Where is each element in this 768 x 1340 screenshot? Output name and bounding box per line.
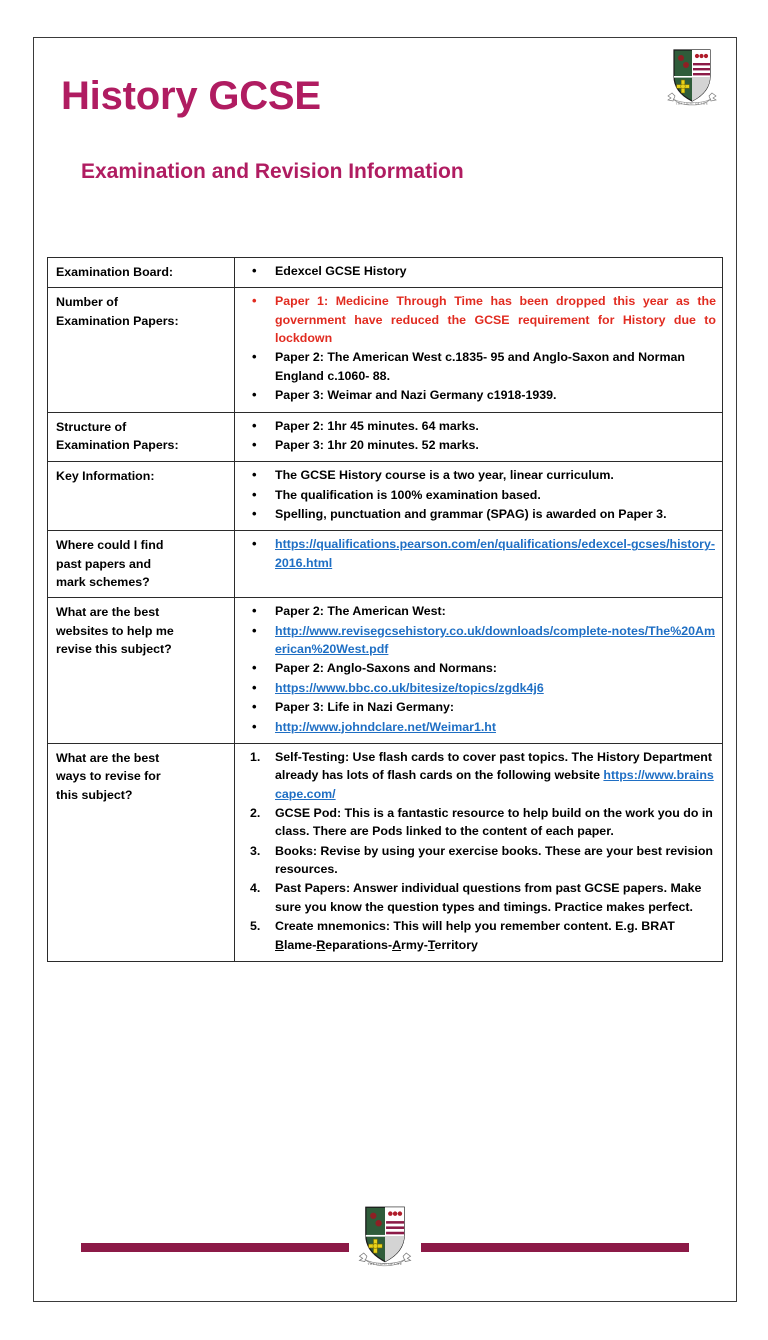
bullet-list (245, 292, 716, 404)
row-label-cell (48, 743, 235, 961)
row-content-cell (235, 412, 723, 462)
list-item-text: Paper 1: Medicine Through Time has been dropped this year as the government have reduced the GCSE requirement for History due to lockdown (275, 294, 716, 346)
table-body (48, 258, 723, 962)
row-label-line: Number of (56, 295, 118, 310)
bullet-list (245, 417, 716, 455)
row-content-cell (235, 531, 723, 598)
row-label-cell (48, 412, 235, 462)
mnemonic-expansion: Blame-Reparations-Army-Territory (275, 937, 478, 952)
list-item-text: Past Papers: Answer individual questions from past GCSE papers. Make sure you know the question types and timings. Practice makes perfect. (275, 881, 702, 914)
list-item (245, 262, 716, 280)
exam-information-table (47, 257, 723, 962)
row-label-line: websites to help me (56, 623, 174, 638)
list-item (245, 879, 716, 916)
list-item (245, 505, 716, 523)
external-link[interactable]: http://www.johndclare.net/Weimar1.ht (275, 719, 496, 734)
external-link[interactable]: https://qualifications.pearson.com/en/qualifications/edexcel-gcses/history-2016.html (275, 537, 715, 570)
list-item-text: The qualification is 100% examination based. (275, 487, 541, 502)
list-item (245, 602, 716, 620)
table-row (48, 462, 723, 531)
list-item-text: Paper 3: Weimar and Nazi Germany c1918-1939. (275, 388, 557, 403)
row-content-cell (235, 598, 723, 744)
list-item-text: Create mnemonics: This will help you remember content. E.g. BRAT (275, 919, 675, 934)
row-label-line: past papers and (56, 556, 152, 571)
row-label-cell (48, 531, 235, 598)
list-item (245, 804, 716, 841)
row-label-line: ways to revise for (56, 769, 161, 784)
list-item (245, 292, 716, 347)
row-label-cell (48, 598, 235, 744)
page-frame (33, 37, 737, 1302)
row-label-cell (48, 258, 235, 288)
list-item (245, 348, 716, 385)
list-item (245, 386, 716, 404)
row-label-line: this subject? (56, 787, 133, 802)
list-item (245, 748, 716, 803)
row-label-line: Examination Board: (56, 265, 174, 279)
table-row (48, 598, 723, 744)
list-item-text: Spelling, punctuation and grammar (SPAG) is awarded on Paper 3. (275, 506, 667, 521)
page-title: History GCSE (61, 74, 321, 118)
table-row (48, 412, 723, 462)
row-label-cell (48, 462, 235, 531)
row-label-line: mark schemes? (56, 575, 150, 590)
document-footer (34, 1181, 736, 1301)
school-crest-icon (666, 46, 718, 113)
list-item-text: Self-Testing: Use flash cards to cover past topics. The History Department already has lots of flash cards on the following website (275, 749, 712, 783)
row-label-line: Structure of (56, 419, 127, 434)
bullet-list (245, 262, 716, 280)
list-item-text: Paper 2: 1hr 45 minutes. 64 marks. (275, 418, 479, 433)
list-item (245, 659, 716, 677)
row-label-line: Examination Papers: (56, 437, 179, 452)
table-row (48, 288, 723, 412)
list-item[interactable] (245, 679, 716, 697)
row-content-cell (235, 288, 723, 412)
list-item-text: Paper 2: Anglo-Saxons and Normans: (275, 661, 497, 676)
table-row (48, 743, 723, 961)
numbered-list (245, 748, 716, 954)
list-item-text: Paper 3: 1hr 20 minutes. 52 marks. (275, 437, 479, 452)
footer-bar-left (81, 1243, 349, 1252)
list-item[interactable] (245, 535, 716, 572)
external-link[interactable]: https://www.brainscape.com/ (275, 768, 714, 801)
list-item-text: Paper 2: The American West c.1835- 95 and Anglo-Saxon and Norman England c.1060- 88. (275, 350, 685, 383)
list-item (245, 842, 716, 879)
bullet-list (245, 535, 716, 572)
row-label-line: What are the best (56, 750, 160, 765)
list-item (245, 436, 716, 454)
page-subtitle: Examination and Revision Information (81, 160, 464, 183)
school-crest-footer-icon (357, 1203, 413, 1274)
row-label-line: What are the best (56, 605, 160, 620)
list-item[interactable] (245, 622, 716, 659)
list-item (245, 698, 716, 716)
external-link[interactable]: https://www.bbc.co.uk/bitesize/topics/zgdk4j6 (275, 680, 544, 695)
list-item (245, 466, 716, 484)
svg-text:THE LIGHT OF LIFE: THE LIGHT OF LIFE (675, 101, 709, 106)
list-item (245, 917, 716, 954)
list-item-text: The GCSE History course is a two year, linear curriculum. (275, 468, 614, 483)
list-item-text: Edexcel GCSE History (275, 264, 407, 278)
row-label-cell (48, 288, 235, 412)
footer-bar-right (421, 1243, 689, 1252)
row-content-cell (235, 258, 723, 288)
list-item-text: Paper 3: Life in Nazi Germany: (275, 700, 455, 715)
bullet-list (245, 602, 716, 736)
bullet-list (245, 466, 716, 523)
document-header (34, 38, 736, 223)
list-item (245, 417, 716, 435)
list-item-text: GCSE Pod: This is a fantastic resource to help build on the work you do in class. There are Pods linked to the content of each paper. (275, 805, 713, 839)
row-label-line: Examination Papers: (56, 313, 179, 328)
table-row (48, 258, 723, 288)
list-item (245, 486, 716, 504)
list-item-text: Paper 2: The American West: (275, 604, 446, 619)
row-content-cell (235, 743, 723, 961)
list-item[interactable] (245, 718, 716, 736)
row-label-line: Key Information: (56, 469, 155, 484)
row-label-line: Where could I find (56, 538, 164, 553)
svg-text:THE LIGHT OF LIFE: THE LIGHT OF LIFE (367, 1262, 403, 1267)
external-link[interactable]: http://www.revisegcsehistory.co.uk/downloads/complete-notes/The%20American%20West.pdf (275, 623, 715, 657)
row-label-line: revise this subject? (56, 642, 172, 657)
table-row (48, 531, 723, 598)
list-item-text: Books: Revise by using your exercise books. These are your best revision resources. (275, 843, 713, 877)
row-content-cell (235, 462, 723, 531)
